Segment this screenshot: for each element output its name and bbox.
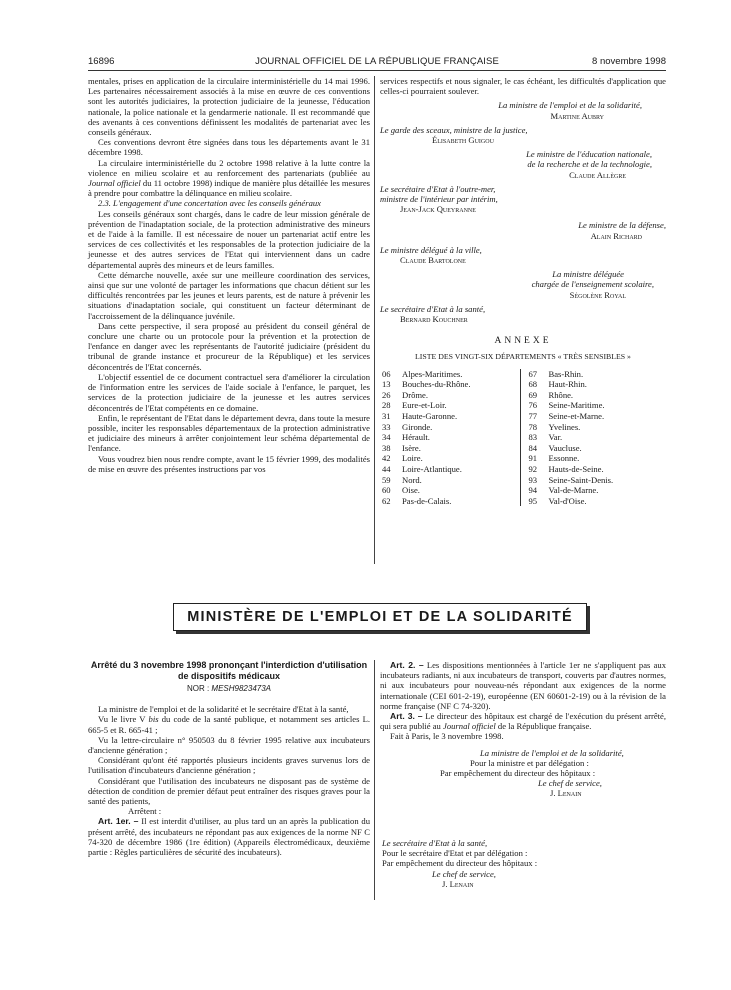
department-number: 34 [382,432,391,443]
department-row [382,432,520,443]
paragraph: Considérant que l'utilisation des incubateurs ne disposant pas de système de détection de condition de premier défaut peut entraîner des risques graves pour la santé des patients, [88,775,370,807]
section-heading: 2.3. L'engagement d'une concertation avec les conseils généraux [98,198,321,209]
department-row [382,400,520,411]
department-name: Seine-Maritime. [548,400,605,411]
department-name: Oise. [402,485,420,496]
ministry-banner: MINISTÈRE DE L'EMPLOI ET DE LA SOLIDARITÉ [173,603,587,631]
department-number: 91 [528,453,538,464]
department-row [382,443,520,454]
department-number: 44 [382,464,391,475]
article-2: Art. 2. – Les dispositions mentionnées à l'article 1er ne s'appliquent pas aux incubateurs radiants, ni aux incubateurs de transport, couverts par d'autres normes, ni aux incubateurs pour nouveau-nés répondant aux exigences de la norme internationale (CEI 601-2-19), européenne (EN 60601-2-19) ou à la révision de la norme française (NF C 74-320). [380,660,666,711]
signature-block: Le ministre de la défense, Alain Richard [578,220,666,241]
signature-block: La ministre déléguée chargée de l'enseignement scolaire, Ségolène Royal [531,269,654,300]
signature-block: Le ministre délégué à la ville, Claude Bartolone [380,244,482,266]
department-row [529,369,667,380]
department-name: Val-d'Oise. [548,495,587,506]
paragraph: mentales, prises en application de la circulaire interministérielle du 14 mai 1996. Les partenaires nécessairement associés à la mise en œuvre de ces conventions sont les autorités judiciaires, la protection judiciaire de la jeunesse, l'éducation nationale, la police nationale et la gendarmerie nationale. Il est recommandé que des avenants à ces conventions définissent les modalités de partenariat avec les conseils généraux. [88,76,370,138]
department-row [382,369,520,380]
department-number: 42 [382,453,391,464]
department-name: Hauts-de-Seine. [548,464,604,475]
department-number: 68 [528,379,538,390]
department-name: Seine-et-Marne. [548,411,605,422]
department-table [380,369,666,507]
department-number: 84 [528,442,538,453]
paragraph: Ces conventions devront être signées dans tous les départements avant le 31 décembre 1998. [88,137,370,158]
paragraph: Vu la lettre-circulaire n° 950503 du 8 février 1995 relative aux incubateurs d'ancienne génération ; [88,734,370,756]
department-number: 06 [382,368,391,379]
department-row [382,485,520,496]
department-row [529,411,667,422]
issue-date: 8 novembre 1998 [592,56,666,67]
lower-right-column [380,660,666,799]
second-signature: Le secrétaire d'Etat à la santé, Pour le secrétaire d'Etat et par délégation : Par empêchement du directeur des hôpitaux : Le chef de service, J. Lenain [382,838,538,889]
paragraph: Cette démarche nouvelle, axée sur une meilleure coordination des services, ainsi que sur une volonté de partager les informations que chacun détient sur les difficultés rencontrées par les jeunes et leurs parents, est de nature à prévenir les situations d'inadaptation sociale, qui constituent un facteur déterminant de l'accroissement de la délinquance juvénile. [88,269,370,321]
department-list-left [380,369,520,507]
department-row [529,453,667,464]
paragraph: Les conseils généraux sont chargés, dans le cadre de leur mission générale de prévention de l'inadaptation sociale, de la protection administrative des mineurs et de l'aide à la famille. Il est nécessaire de nouer un partenariat actif entre les services de ces collectivités et les responsables de la protection judiciaire de la jeunesse et des autres services de l'Etat qui interviennent dans un cadre départemental auprès des mineurs et de leurs familles. [88,208,370,270]
signature-block: Le ministre de l'éducation nationale, de la recherche et de la technologie, Claude Allègre [526,149,652,180]
department-name: Bouches-du-Rhône. [402,379,471,390]
department-row [382,453,520,464]
department-row [382,379,520,390]
paragraph: Vu le livre V bis du code de la santé publique, et notamment ses articles L. 665-5 et R. 665-41 ; [88,714,370,735]
paragraph: L'objectif essentiel de ce document contractuel sera d'améliorer la circulation de l'information entre les services de l'aide sociale à l'enfance, le parquet, les services de la protection judiciaire de la jeunesse et les autres services déconcentrés de l'Etat compétents en ce domaine. [88,371,370,413]
department-name: Val-de-Marne. [548,485,599,496]
department-name: Yvelines. [548,421,581,432]
column-divider [374,660,375,900]
department-number: 78 [528,421,538,432]
department-name: Haute-Garonne. [402,411,458,422]
department-row [529,485,667,496]
department-number: 28 [382,400,391,411]
department-name: Vaucluse. [548,442,582,453]
department-row [382,390,520,401]
department-number: 77 [528,411,538,422]
department-name: Bas-Rhin. [548,368,584,379]
department-name: Alpes-Maritimes. [402,368,463,379]
department-number: 60 [382,485,391,496]
column-divider [374,76,375,564]
arretent: Arrêtent : [128,806,162,817]
signature-block: Le secrétaire d'Etat à la santé, Bernard Kouchner [380,303,486,325]
department-number: 38 [382,442,391,453]
department-name: Isère. [402,442,421,453]
page-header [88,56,666,70]
department-number: 93 [528,474,538,485]
signature-block: Le secrétaire d'Etat à l'outre-mer, ministre de l'intérieur par intérim, Jean-Jack Queyranne [380,183,498,215]
decree-title: Arrêté du 3 novembre 1998 prononçant l'interdiction d'utilisation de dispositifs médicaux [90,660,368,681]
department-row [529,464,667,475]
department-number: 76 [528,400,538,411]
paragraph: Dans cette perspective, il sera proposé au président du conseil général de conclure une charte ou un protocole pour la prévention et la protection de l'enfance en danger avec les représentants de l'autorité judiciaire (président du tribunal de grande instance et procureur de la République) et les services déconcentrés de l'Etat concernés. [88,320,370,372]
department-number: 94 [528,485,538,496]
paragraph: Enfin, le représentant de l'Etat dans le département devra, dans toute la mesure possible, inciter les responsables départementaux de la protection administrative et judiciaire des mineurs à arrêter conjointement leur schéma départemental de l'enfance. [88,412,370,454]
department-row [529,432,667,443]
department-row [382,496,520,507]
fait-a-paris: Fait à Paris, le 3 novembre 1998. [390,731,504,742]
department-name: Nord. [402,474,422,485]
department-row [529,443,667,454]
department-number: 13 [382,379,391,390]
paragraph: La ministre de l'emploi et de la solidarité et le secrétaire d'Etat à la santé, [98,704,349,715]
department-row [529,475,667,486]
department-name: Rhône. [548,389,574,400]
paragraph: Vous voudrez bien nous rendre compte, avant le 15 février 1999, des modalités de mise en œuvre des présentes instructions par vos [88,453,370,474]
department-row [382,411,520,422]
department-number: 31 [382,411,391,422]
department-name: Var. [548,432,563,443]
article-3: Art. 3. – Le directeur des hôpitaux est chargé de l'exécution du présent arrêté, qui sera publié au Journal officiel de la République française. [380,711,666,732]
annexe-heading: ANNEXE [494,336,552,347]
paragraph: Considérant qu'ont été rapportés plusieurs incidents graves survenus lors de l'utilisation d'incubateurs d'ancienne génération ; [88,755,370,776]
department-row [382,422,520,433]
department-row [529,400,667,411]
department-row [529,422,667,433]
department-name: Loire. [402,453,423,464]
department-name: Pas-de-Calais. [402,495,452,506]
lower-left-column [88,660,370,857]
signature-block: La ministre de l'emploi et de la solidarité, Martine Aubry [498,100,642,121]
department-number: 69 [528,389,538,400]
upper-left-column [88,76,370,474]
department-row [529,379,667,390]
department-name: Hérault. [402,432,430,443]
department-number: 59 [382,474,391,485]
department-row [382,464,520,475]
department-row [529,390,667,401]
upper-right-column [380,76,666,506]
nor-reference: NOR : MESH9823473A [186,684,272,693]
department-number: 95 [528,495,538,506]
department-number: 67 [528,368,538,379]
department-number: 83 [528,432,538,443]
department-name: Gironde. [402,421,433,432]
department-list-title: LISTE DES VINGT-SIX DÉPARTEMENTS « TRÈS SENSIBLES » [415,352,631,362]
department-number: 26 [382,389,391,400]
article-1: Art. 1er. – Il est interdit d'utiliser, au plus tard un an après la publication du présent arrêté, des incubateurs ne répondant pas aux exigences de la norme NF C 74-320 de décembre 1986 (1re édition) (Appareils électromédicaux, deuxième partie : Règles particulières de sécurité des incubateurs). [88,816,371,858]
department-name: Loire-Atlantique. [402,464,462,475]
department-row [529,496,667,507]
department-number: 62 [382,495,391,506]
department-name: Drôme. [402,389,429,400]
department-row [382,475,520,486]
header-rule [88,70,666,71]
department-name: Haut-Rhin. [548,379,587,390]
signature-block: La ministre de l'emploi et de la solidarité, Pour la ministre et par délégation : Par empêchement du directeur des hôpitaux : Le chef de service, J. Lenain [440,747,624,799]
department-number: 92 [528,464,538,475]
paragraph: services respectifs et nous signaler, le cas échéant, les difficultés d'application que celles-ci pourraient soulever. [380,76,666,97]
page-number: 16896 [88,56,115,67]
department-name: Seine-Saint-Denis. [548,474,614,485]
signature-block: Le garde des sceaux, ministre de la justice, Élisabeth Guigou [380,124,528,146]
paragraph: La circulaire interministérielle du 2 octobre 1998 relative à la lutte contre la violence en milieu scolaire et au renforcement des partenariats (publiée au Journal officiel du 11 octobre 1998) indique de manière plus détaillée les mesures à prendre pour combattre la délinquance en milieu scolaire. [88,157,370,199]
journal-title: JOURNAL OFFICIEL DE LA RÉPUBLIQUE FRANÇAISE [255,56,499,67]
department-list-right [520,369,667,507]
department-name: Essonne. [548,453,580,464]
department-name: Eure-et-Loir. [402,400,447,411]
department-number: 33 [382,421,391,432]
